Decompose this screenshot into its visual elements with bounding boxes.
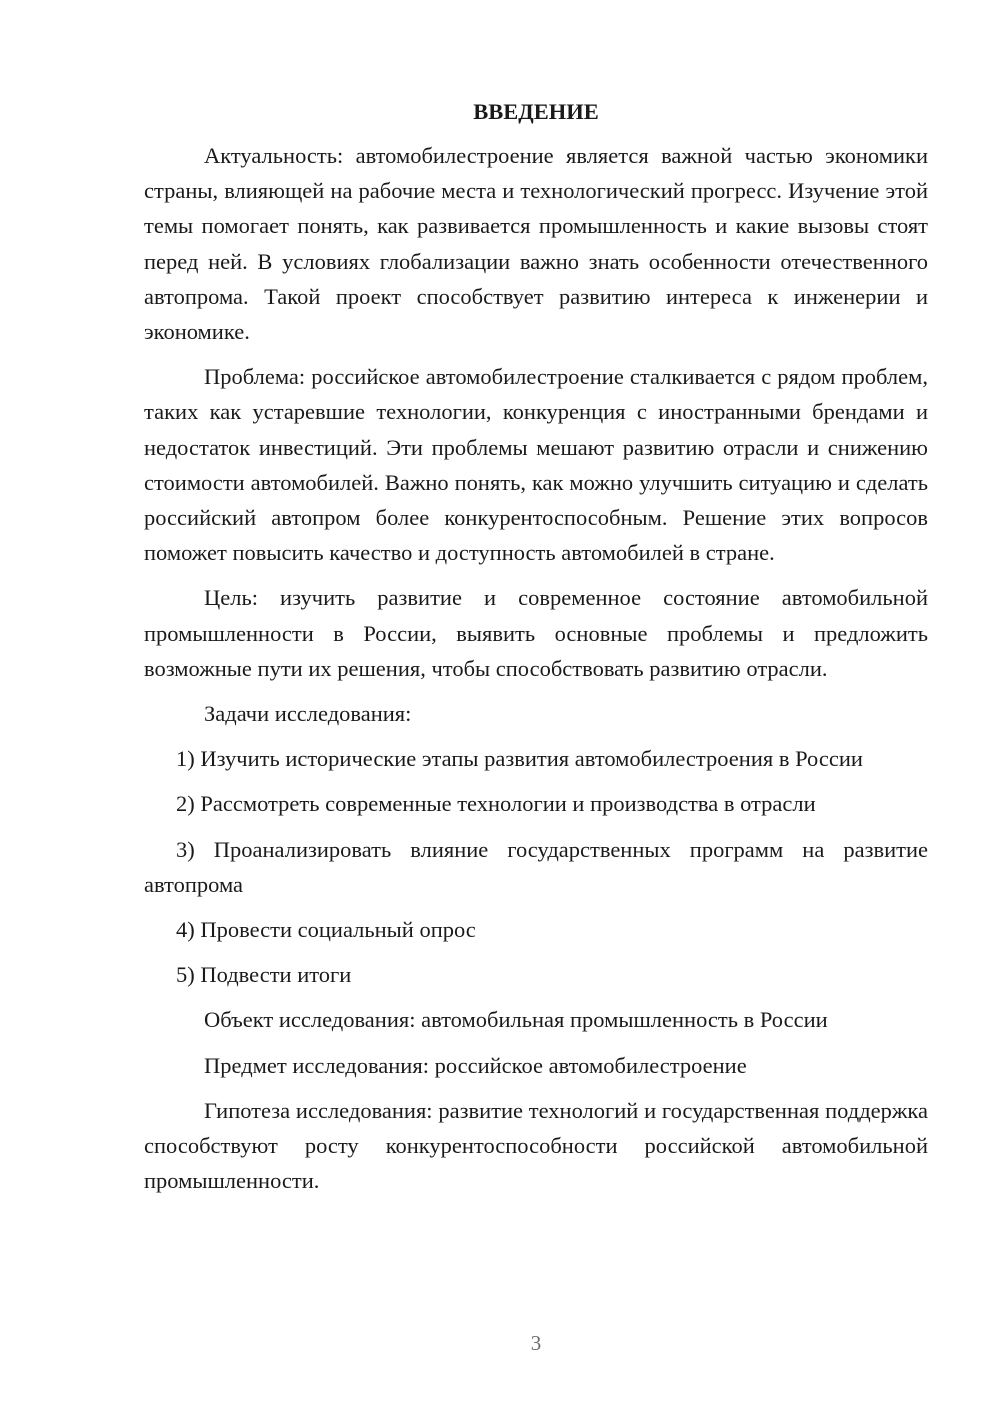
research-hypothesis: Гипотеза исследования: развитие технологий и государственная поддержка способствуют росту конкурентоспособности российской автомобильной промышленности. [144, 1097, 928, 1194]
relevance-paragraph: Актуальность: автомобилестроение является важной частью экономики страны, влияющей на рабочие места и технологический прогресс. Изучение этой темы помогает понять, как развивается промышленность и какие вызовы стоят перед ней. В условиях глобализации важно знать особенности отечественного автопрома. Такой проект способствует развитию интереса к инженерии и экономике. [144, 143, 928, 345]
list-item: 3) Проанализировать влияние государственных программ на развитие автопрома [144, 836, 928, 897]
list-item: 4) Провести социальный опрос [176, 917, 476, 943]
list-item: 1) Изучить исторические этапы развития автомобилестроения в России [176, 746, 863, 772]
list-item: 5) Подвести итоги [176, 962, 352, 988]
page-title: ВВЕДЕНИЕ [473, 99, 599, 124]
list-item: 2) Рассмотреть современные технологии и производства в отрасли [176, 791, 816, 817]
research-subject: Предмет исследования: российское автомобилестроение [204, 1052, 747, 1078]
problem-paragraph: Проблема: российское автомобилестроение сталкивается с рядом проблем, таких как устаревшие технологии, конкуренция с иностранными брендами и недостаток инвестиций. Эти проблемы мешают развитию отрасли и снижению стоимости автомобилей. Важно понять, как можно улучшить ситуацию и сделать российский автопром более конкурентоспособным. Решение этих вопросов поможет повысить качество и доступность автомобилей в стране. [144, 364, 928, 566]
tasks-title: Задачи исследования: [204, 701, 412, 727]
tasks-list [144, 741, 928, 992]
research-object: Объект исследования: автомобильная промышленность в России [204, 1007, 828, 1033]
page-number: 3 [530, 1331, 542, 1355]
goal-paragraph: Цель: изучить развитие и современное состояние автомобильной промышленности в России, выявить основные проблемы и предложить возможные пути их решения, чтобы способствовать развитию отрасли. [144, 585, 928, 681]
document-body [144, 95, 928, 1198]
